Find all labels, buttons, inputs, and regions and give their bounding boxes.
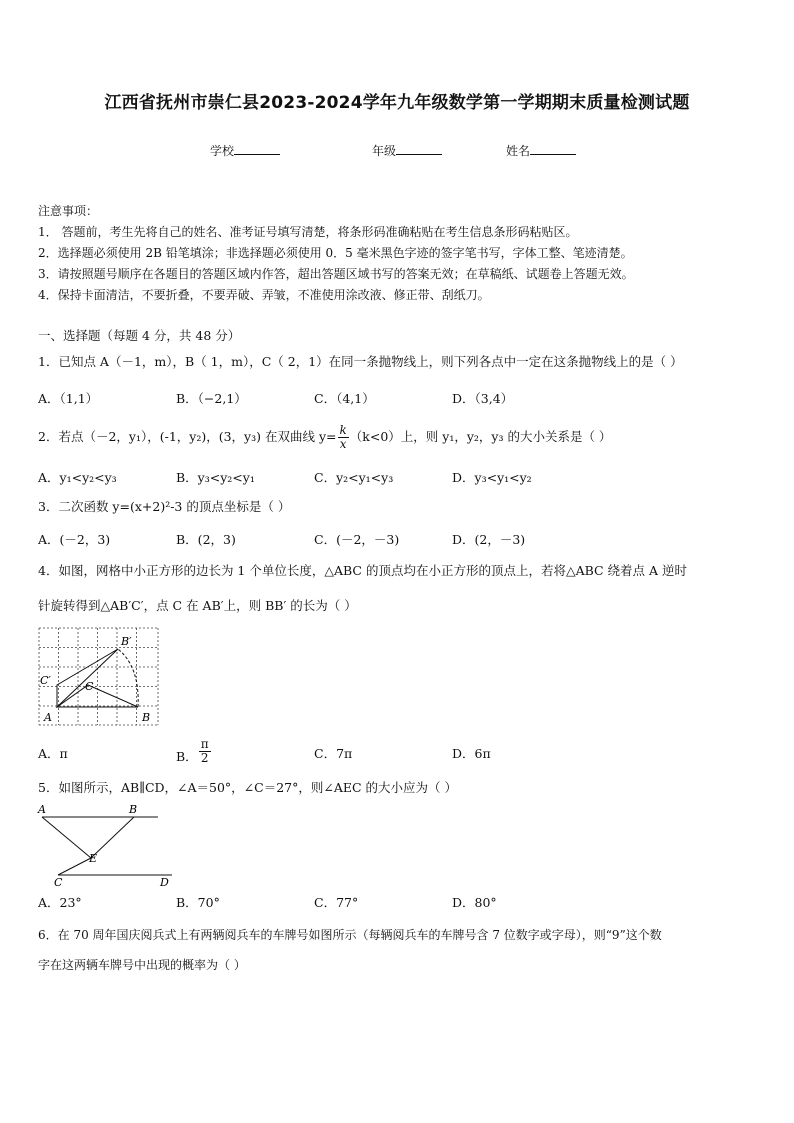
question-4-options: [38, 738, 758, 772]
q1-option-b: B．（−2,1）: [176, 391, 247, 406]
q1-option-c: C．（4,1）: [314, 391, 375, 406]
q2-option-d: D．y₃<y₁<y₂: [452, 470, 532, 485]
question-3-options: [38, 530, 758, 548]
q4-label-b-prime: B′: [121, 635, 132, 648]
q3-option-b: B．(2，3): [176, 532, 236, 547]
q3-option-d: D．(2，－3): [452, 532, 526, 547]
question-6-line2: 字在这两辆车牌号中出现的概率为（ ）: [38, 958, 246, 972]
q4-grid-lines: [39, 628, 158, 725]
q5-option-c: C．77°: [314, 895, 359, 910]
q4-label-c: C: [85, 680, 94, 693]
q4-option-b-fraction: [199, 738, 211, 765]
page-title: 江西省抚州市崇仁县2023-2024学年九年级数学第一学期期末质量检测试题: [104, 93, 690, 113]
question-4-line2: 针旋转得到△AB′C′，点 C 在 AB′上，则 BB′ 的长为（ ）: [38, 598, 357, 613]
question-3-text: 3．二次函数 y=(x+2)²-3 的顶点坐标是（ ）: [38, 499, 291, 514]
q5-option-b: B．70°: [176, 895, 220, 910]
section-heading: 一、选择题（每题 4 分，共 48 分）: [38, 328, 241, 343]
q1-option-d: D．（3,4）: [452, 391, 514, 406]
q4-option-d: D．6π: [452, 746, 491, 761]
question-5-options: [38, 893, 758, 911]
q4-option-a: A．π: [38, 746, 68, 761]
question-1-options: [38, 389, 758, 407]
student-info-row: [0, 142, 794, 162]
question-4-line1: 4．如图，网格中小正方形的边长为 1 个单位长度，△ABC 的顶点均在小正方形的顶点上，若将△ABC 绕着点 A 逆时: [38, 563, 688, 578]
note-item: 1． 答题前，考生先将自己的姓名、准考证号填写清楚，将条形码准确粘贴在考生信息条形码粘贴区。: [38, 225, 578, 239]
question-1-text: 1．已知点 A（－1，m），B（ 1，m），C（ 2，1）在同一条抛物线上，则下列各点中一定在这条抛物线上的是（ ）: [38, 354, 683, 369]
q4-option-c: C．7π: [314, 746, 353, 761]
notes-heading: 注意事项：: [38, 204, 99, 218]
q5-label-b: B: [129, 803, 138, 816]
q2-option-c: C．y₂<y₁<y₃: [314, 470, 394, 485]
q2-fraction: [338, 424, 349, 451]
school-blank: [234, 142, 280, 155]
q5-option-a: A．23°: [38, 895, 82, 910]
school-label: 学校: [210, 144, 235, 158]
question-6-line1: 6．在 70 周年国庆阅兵式上有两辆阅兵车的车牌号如图所示（每辆阅兵车的车牌号含 7 位数字或字母），则“9”这个数: [38, 928, 662, 942]
note-item: 2．选择题必须使用 2B 铅笔填涂；非选择题必须使用 0．5 毫米黑色字迹的签字笔书写，字体工整、笔迹清楚。: [38, 246, 633, 260]
question-2-options: [38, 468, 758, 486]
q4-label-a: A: [44, 711, 52, 724]
q2-text-after: （k<0）上，则 y₁，y₂，y₃ 的大小关系是（ ）: [349, 429, 612, 444]
note-item: 4．保持卡面清洁，不要折叠，不要弄破、弄皱，不准使用涂改液、修正带、刮纸刀。: [38, 288, 490, 302]
q3-option-a: A．(－2，3): [38, 532, 111, 547]
q2-option-b: B．y₃<y₂<y₁: [176, 470, 255, 485]
q2-option-a: A．y₁<y₂<y₃: [38, 470, 117, 485]
q5-option-d: D．80°: [452, 895, 497, 910]
name-label: 姓名: [506, 144, 531, 158]
q4-option-b: [176, 738, 212, 765]
q2-frac-den: x: [339, 437, 347, 451]
q4-option-b-label: B．: [176, 749, 198, 764]
grade-label: 年级: [372, 144, 397, 158]
q4-grid-figure: [38, 627, 160, 727]
q5-label-e: E: [89, 852, 98, 865]
q4-option-b-den: 2: [200, 751, 209, 765]
question-5-text: 5．如图所示，AB∥CD，∠A＝50°，∠C＝27°，则∠AEC 的大小应为（ ）: [38, 780, 458, 795]
q4-label-b: B: [142, 711, 151, 724]
q5-parallel-figure: [36, 800, 176, 888]
q3-option-c: C．(－2，－3): [314, 532, 400, 547]
question-2-text: [38, 422, 611, 452]
name-field: [506, 142, 576, 159]
q2-text-before: 2．若点（－2，y₁），(-1，y₂)，(3，y₃) 在双曲线 y=: [38, 429, 337, 444]
q2-frac-num: k: [339, 423, 347, 437]
school-field: [210, 142, 280, 159]
q4-label-c-prime: C′: [40, 674, 51, 687]
q5-label-d: D: [160, 876, 169, 888]
grade-blank: [396, 142, 442, 155]
q1-option-a: A．（1,1）: [38, 391, 99, 406]
name-blank: [530, 142, 576, 155]
q5-label-a: A: [38, 803, 46, 816]
note-item: 3．请按照题号顺序在各题目的答题区域内作答，超出答题区域书写的答案无效；在草稿纸、试题卷上答题无效。: [38, 267, 634, 281]
q5-lines: [42, 817, 172, 875]
q5-label-c: C: [54, 876, 63, 888]
q4-option-b-num: π: [200, 737, 209, 751]
grade-field: [372, 142, 442, 159]
